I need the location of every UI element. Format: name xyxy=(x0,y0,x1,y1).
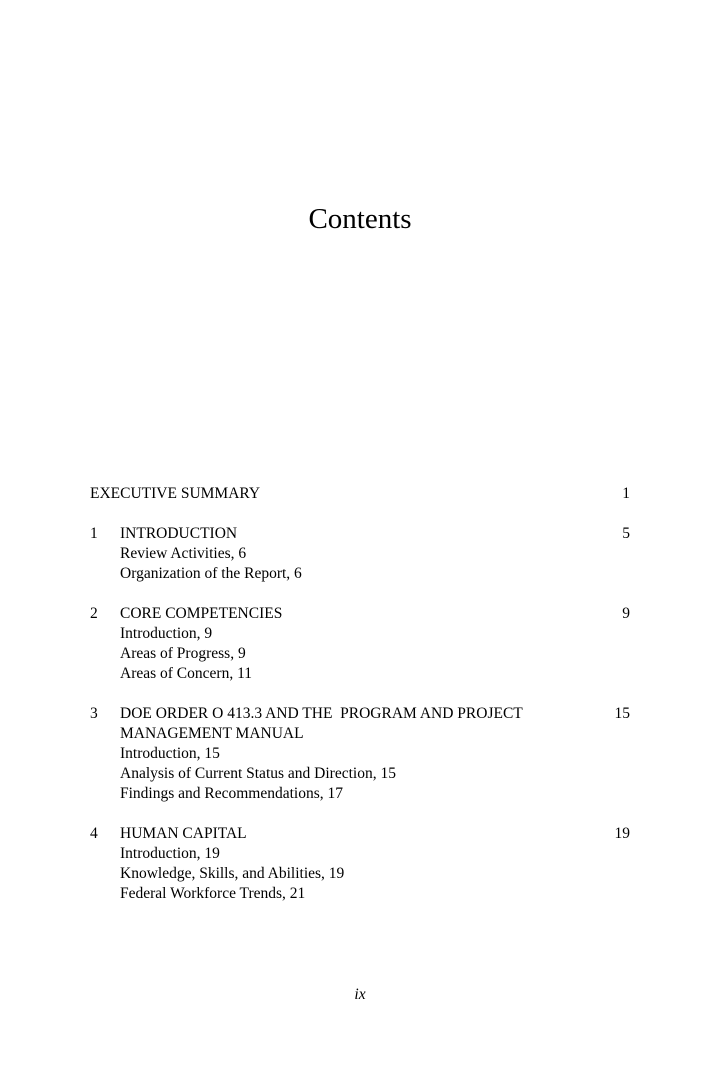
toc-chapter-1 xyxy=(90,524,630,584)
toc-chapter-3 xyxy=(90,704,630,804)
section-item: Areas of Concern, 11 xyxy=(120,665,252,682)
chapter-page: 9 xyxy=(622,605,630,622)
chapter-number: 3 xyxy=(90,705,98,722)
chapter-title: HUMAN CAPITAL xyxy=(120,825,247,842)
section-item: Knowledge, Skills, and Abilities, 19 xyxy=(120,865,345,882)
chapter-number: 1 xyxy=(90,525,98,542)
section-item: Introduction, 15 xyxy=(120,745,220,762)
chapter-page: 15 xyxy=(614,705,630,722)
toc-entry-title: EXECUTIVE SUMMARY xyxy=(90,485,261,502)
chapter-title: CORE COMPETENCIES xyxy=(120,605,283,622)
page-title: Contents xyxy=(308,203,412,235)
section-item: Areas of Progress, 9 xyxy=(120,645,246,662)
toc-entry-page: 1 xyxy=(622,485,630,502)
chapter-page: 19 xyxy=(614,825,630,842)
chapter-title-continued: MANAGEMENT MANUAL xyxy=(120,725,304,742)
chapter-title: DOE ORDER O 413.3 AND THE PROGRAM AND PROJECT xyxy=(120,705,523,722)
toc-chapter-2 xyxy=(90,604,630,684)
chapter-number: 2 xyxy=(90,605,98,622)
section-item: Introduction, 19 xyxy=(120,845,220,862)
toc-chapter-4 xyxy=(90,824,630,904)
page-number: ix xyxy=(354,986,366,1003)
section-item: Review Activities, 6 xyxy=(120,545,247,562)
section-item: Introduction, 9 xyxy=(120,625,213,642)
section-item: Organization of the Report, 6 xyxy=(120,565,302,582)
chapter-page: 5 xyxy=(622,525,630,542)
section-item: Analysis of Current Status and Direction, 15 xyxy=(120,765,396,782)
table-of-contents xyxy=(90,484,630,924)
chapter-title: INTRODUCTION xyxy=(120,525,238,542)
chapter-number: 4 xyxy=(90,825,98,842)
section-item: Findings and Recommendations, 17 xyxy=(120,785,344,802)
toc-entry-executive-summary xyxy=(90,484,630,504)
section-item: Federal Workforce Trends, 21 xyxy=(120,885,306,902)
